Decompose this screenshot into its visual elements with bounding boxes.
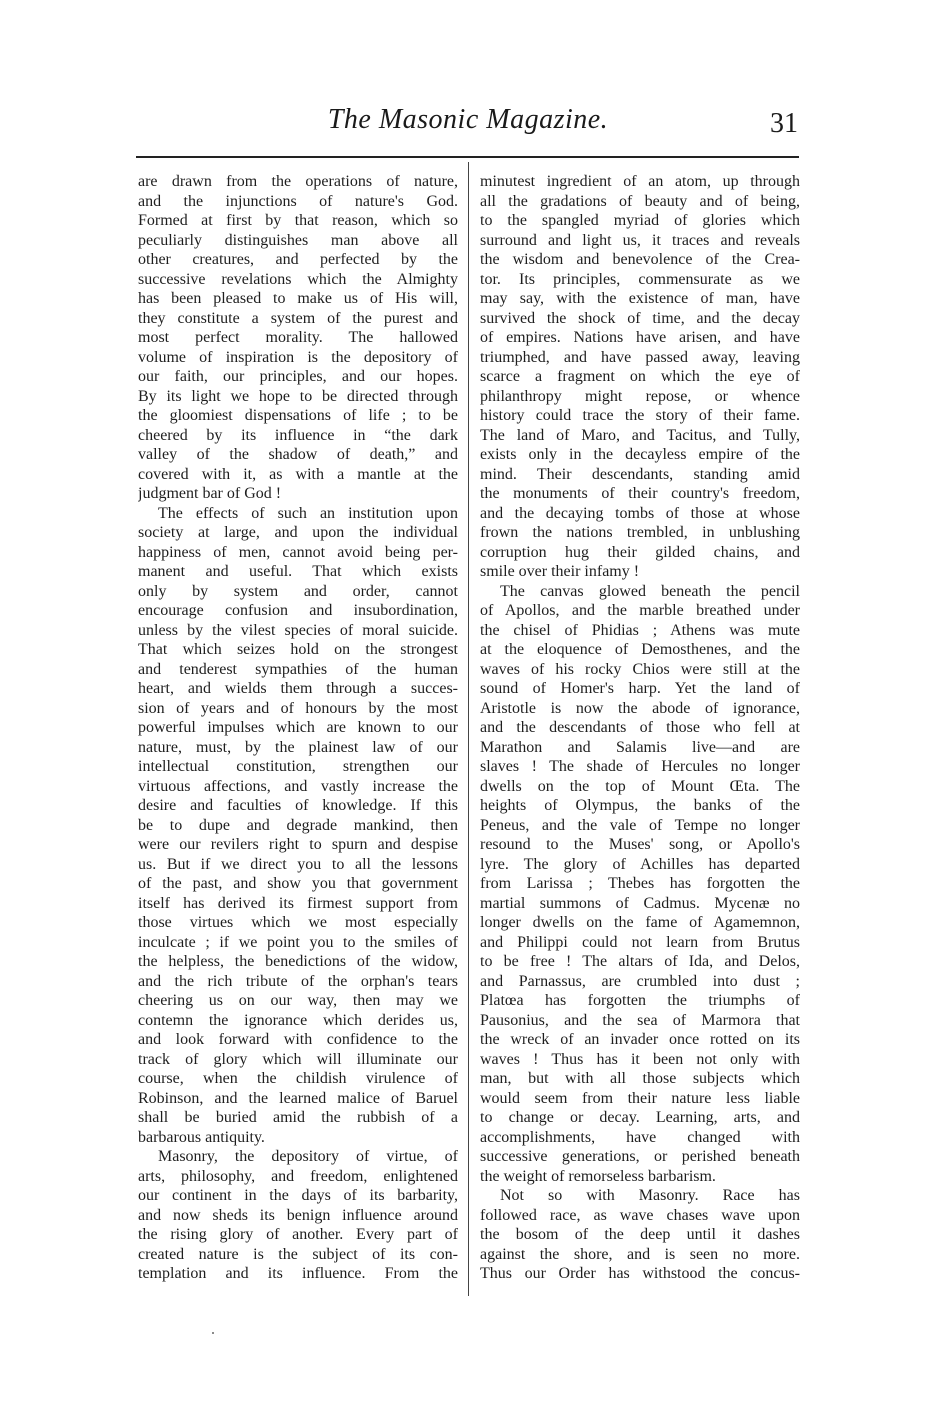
print-speck bbox=[212, 1332, 214, 1334]
text-line: to change or decay. Learning, arts, and bbox=[480, 1109, 800, 1126]
text-line: Not so with Masonry. Race has bbox=[500, 1187, 800, 1204]
text-line: of the past, and show you that government bbox=[138, 875, 458, 892]
text-line: society at large, and upon the individual bbox=[138, 524, 458, 541]
text-line: sound of Homer's harp. Yet the land of bbox=[480, 680, 800, 697]
text-line: are drawn from the operations of nature, bbox=[138, 173, 458, 190]
text-line: powerful impulses which are known to our bbox=[138, 719, 458, 736]
text-line: longer dwells on the fame of Agamemnon, bbox=[480, 914, 800, 931]
text-line: itself has derived its firmest support from bbox=[138, 894, 458, 912]
text-line: Formed at first by that reason, which so bbox=[138, 212, 458, 229]
text-line: cheered by its influence in “the dark bbox=[138, 426, 458, 444]
text-line: tor. Its principles, commensurate as we bbox=[480, 270, 800, 288]
text-line: intellectual constitution, strengthen our bbox=[138, 758, 458, 775]
text-line: and the injunctions of nature's God. bbox=[138, 192, 458, 210]
text-line: to be free ! The altars of Ida, and Delos, bbox=[480, 953, 800, 970]
text-line: all the gradations of beauty and of being, bbox=[480, 192, 800, 210]
paragraph bbox=[480, 1186, 800, 1284]
text-line: heart, and wields them through a succes- bbox=[138, 680, 458, 697]
text-line: cheering us on our way, then may we bbox=[138, 992, 458, 1009]
text-line: philanthropy might repose, or whence bbox=[480, 387, 800, 405]
text-line: created nature is the subject of its con- bbox=[138, 1245, 458, 1263]
text-line: most perfect morality. The hallowed bbox=[138, 329, 458, 346]
text-line: of Apollos, and the marble breathed under bbox=[480, 602, 800, 619]
text-line: has been pleased to make us of His will, bbox=[138, 290, 458, 307]
text-line: Thus our Order has withstood the concus- bbox=[480, 1265, 800, 1282]
text-line: survived the shock of time, and the decay bbox=[480, 309, 800, 327]
header-rule bbox=[136, 156, 799, 158]
text-line: the wisdom and benevolence of the Crea- bbox=[480, 251, 800, 268]
text-line: manent and useful. That which exists bbox=[138, 563, 458, 580]
text-line: the bosom of the deep until it dashes bbox=[480, 1226, 800, 1243]
text-line: the wreck of an invader once rotted on its bbox=[480, 1031, 800, 1048]
text-line: unless by the vilest species of moral suicide. bbox=[138, 621, 458, 639]
text-line: The effects of such an institution upon bbox=[158, 504, 458, 522]
text-line: scarce a fragment on which the eye of bbox=[480, 368, 800, 385]
text-line: nature, must, by the plainest law of our bbox=[138, 738, 458, 756]
text-line: The land of Maro, and Tacitus, and Tully, bbox=[480, 426, 800, 444]
paragraph bbox=[138, 504, 458, 1148]
text-line: martial summons of Cadmus. Mycenæ no bbox=[480, 894, 800, 912]
text-line: course, when the childish virulence of bbox=[138, 1070, 458, 1087]
text-line: to the spangled myriad of glories which bbox=[480, 212, 800, 229]
text-line: man, but with all those subjects which bbox=[480, 1070, 800, 1087]
text-line: the gloomiest dispensations of life ; to be bbox=[138, 407, 458, 424]
text-line: against the shore, and is seen no more. bbox=[480, 1245, 800, 1263]
text-line: track of glory which will illuminate our bbox=[138, 1050, 458, 1068]
text-line: judgment bar of God ! bbox=[138, 485, 282, 502]
text-line: the chisel of Phidias ; Athens was mute bbox=[480, 621, 800, 639]
text-line: other creatures, and perfected by the bbox=[138, 251, 458, 268]
text-line: smile over their infamy ! bbox=[480, 563, 640, 580]
text-line: and Philippi could not learn from Brutus bbox=[480, 933, 800, 951]
text-line: at the eloquence of Demosthenes, and the bbox=[480, 641, 800, 658]
text-line: resound to the Muses' song, or Apollo's bbox=[480, 836, 800, 853]
text-line: arts, philosophy, and freedom, enlightened bbox=[138, 1167, 458, 1185]
text-line: frown the nations trembled, in unblushing bbox=[480, 524, 800, 541]
text-line: valley of the shadow of death,” and bbox=[138, 446, 458, 463]
text-line: and the decaying tombs of those at whose bbox=[480, 504, 800, 522]
text-line: sion of years and of honours by the most bbox=[138, 699, 458, 717]
text-line: triumphed, and have passed away, leaving bbox=[480, 348, 800, 366]
text-line: inculcate ; if we point you to the smiles of bbox=[138, 933, 458, 951]
text-line: dwells on the top of Mount Œta. The bbox=[480, 777, 800, 795]
text-line: Masonry, the depository of virtue, of bbox=[158, 1148, 458, 1165]
column-divider bbox=[468, 162, 469, 1296]
text-line: followed race, as wave chases wave upon bbox=[480, 1206, 800, 1224]
right-column bbox=[480, 172, 800, 1284]
text-line: would seem from their nature less liable bbox=[480, 1089, 800, 1107]
text-line: That which seizes hold on the strongest bbox=[138, 641, 458, 658]
text-line: Marathon and Salamis live—and are bbox=[480, 738, 800, 756]
text-line: they constitute a system of the purest and bbox=[138, 309, 458, 327]
text-line: minutest ingredient of an atom, up through bbox=[480, 173, 800, 190]
text-line: be to dupe and degrade mankind, then bbox=[138, 816, 458, 834]
text-line: By its light we hope to be directed through bbox=[138, 387, 458, 405]
text-line: mind. Their descendants, standing amid bbox=[480, 465, 800, 483]
text-line: peculiarly distinguishes man above all bbox=[138, 231, 458, 249]
text-line: desire and faculties of knowledge. If this bbox=[138, 797, 458, 814]
text-line: accomplishments, have changed with bbox=[480, 1128, 800, 1146]
text-line: and look forward with confidence to the bbox=[138, 1031, 458, 1048]
text-line: exists only in the decayless empire of the bbox=[480, 446, 800, 463]
paragraph bbox=[480, 172, 800, 582]
text-line: waves of his rocky Chios were still at the bbox=[480, 660, 800, 678]
text-line: covered with it, as with a mantle at the bbox=[138, 465, 458, 483]
text-line: our faith, our principles, and our hopes. bbox=[138, 368, 458, 385]
paragraph bbox=[138, 172, 458, 504]
text-line: and the rich tribute of the orphan's tears bbox=[138, 972, 458, 990]
text-line: Platœa has forgotten the triumphs of bbox=[480, 992, 800, 1009]
paragraph bbox=[480, 582, 800, 1187]
text-line: slaves ! The shade of Hercules no longer bbox=[480, 758, 800, 775]
text-line: The canvas glowed beneath the pencil bbox=[500, 582, 800, 600]
text-line: and Parnassus, are crumbled into dust ; bbox=[480, 972, 800, 990]
text-line: waves ! Thus has it been not only with bbox=[480, 1050, 800, 1068]
text-line: encourage confusion and insubordination, bbox=[138, 602, 458, 619]
text-line: only by system and order, cannot bbox=[138, 582, 458, 600]
text-line: lyre. The glory of Achilles has departed bbox=[480, 855, 800, 873]
text-line: and the descendants of those who fell at bbox=[480, 719, 800, 736]
text-line: of empires. Nations have arisen, and have bbox=[480, 329, 800, 346]
text-line: shall be buried amid the rubbish of a bbox=[138, 1109, 458, 1126]
text-line: Aristotle is now the abode of ignorance, bbox=[480, 699, 800, 717]
text-line: contemn the ignorance which derides us, bbox=[138, 1011, 458, 1029]
text-line: the monuments of their country's freedom, bbox=[480, 485, 800, 502]
text-line: virtuous affections, and vastly increase the bbox=[138, 777, 458, 795]
text-line: Robinson, and the learned malice of Baruel bbox=[138, 1089, 458, 1107]
text-line: templation and its influence. From the bbox=[138, 1265, 458, 1282]
text-line: Peneus, and the vale of Tempe no longer bbox=[480, 816, 800, 834]
text-line: happiness of men, cannot avoid being per- bbox=[138, 543, 458, 561]
text-line: and tenderest sympathies of the human bbox=[138, 660, 458, 678]
text-line: and now sheds its benign influence around bbox=[138, 1206, 458, 1224]
text-line: may say, with the existence of man, have bbox=[480, 290, 800, 307]
text-line: history could trace the story of their fame. bbox=[480, 407, 800, 424]
text-line: from Larissa ; Thebes has forgotten the bbox=[480, 875, 800, 892]
page-number: 31 bbox=[770, 108, 798, 139]
text-line: successive revelations which the Almighty bbox=[138, 270, 458, 288]
text-line: surround and light us, it traces and reveals bbox=[480, 231, 800, 249]
text-line: the weight of remorseless barbarism. bbox=[480, 1167, 716, 1185]
left-column bbox=[138, 172, 458, 1284]
text-line: barbarous antiquity. bbox=[138, 1128, 265, 1146]
text-line: our continent in the days of its barbarity, bbox=[138, 1187, 458, 1204]
text-line: corruption hug their gilded chains, and bbox=[480, 543, 800, 561]
paragraph bbox=[138, 1147, 458, 1284]
text-line: successive generations, or perished beneath bbox=[480, 1148, 800, 1165]
running-title: The Masonic Magazine. bbox=[327, 104, 609, 135]
text-line: volume of inspiration is the depository of bbox=[138, 348, 458, 366]
text-line: those virtues which we most especially bbox=[138, 914, 458, 931]
text-line: the helpless, the benedictions of the widow, bbox=[138, 953, 458, 970]
text-line: were our revilers right to spurn and despise bbox=[138, 836, 458, 853]
text-line: the rising glory of another. Every part of bbox=[138, 1226, 458, 1243]
text-line: us. But if we direct you to all the lessons bbox=[138, 855, 458, 873]
text-line: Pausonius, and the sea of Marmora that bbox=[480, 1011, 800, 1029]
text-line: heights of Olympus, the banks of the bbox=[480, 797, 800, 814]
